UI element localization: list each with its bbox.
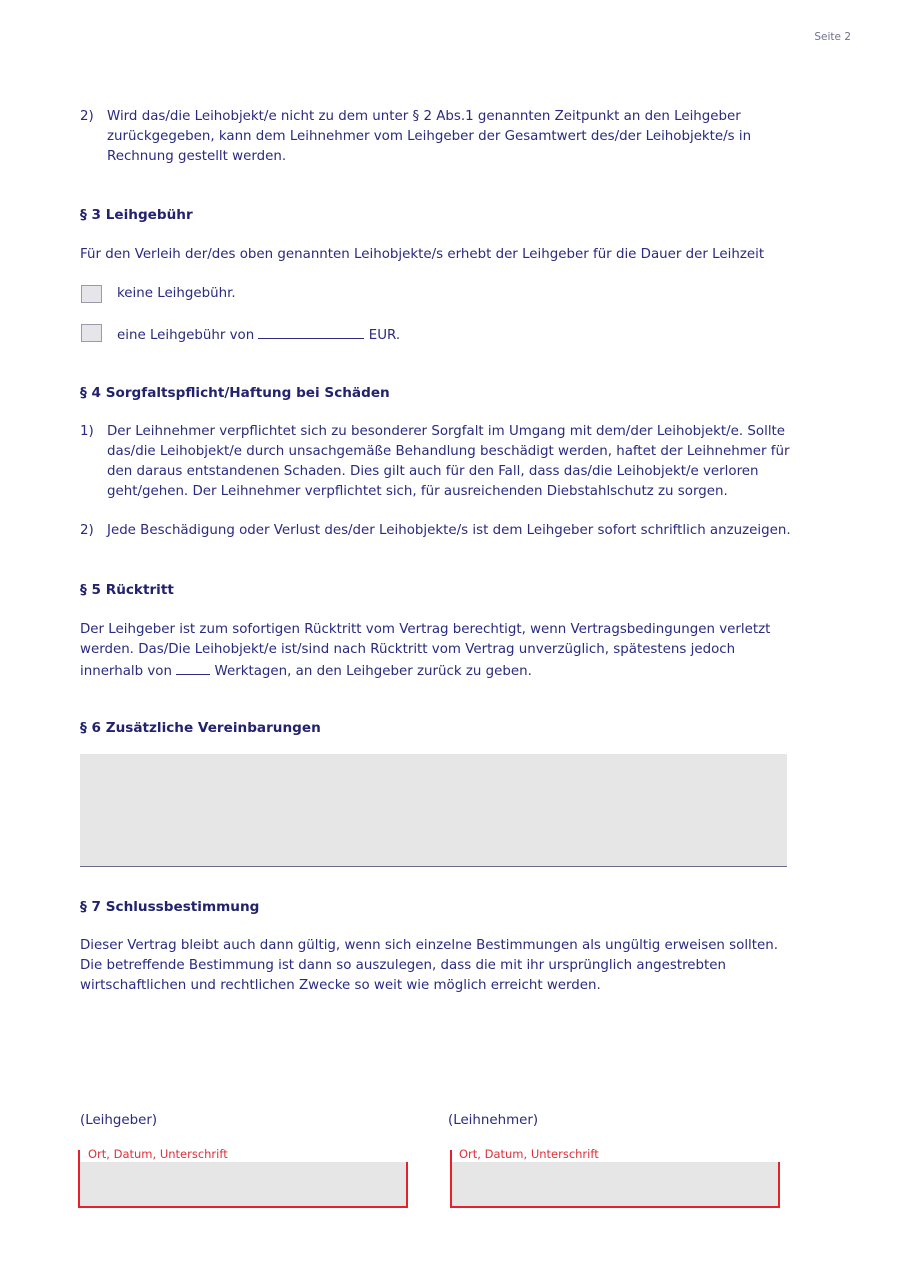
section6-heading: § 6 Zusätzliche Vereinbarungen [80, 720, 321, 736]
fee-label [117, 324, 400, 346]
section3-intro: Für den Verleih der/des oben genannten Leihobjekte/s erhebt der Leihgeber für die Dauer der Leihzeit [80, 247, 765, 262]
fee-checkbox[interactable] [81, 324, 102, 342]
page-number: Seite 2 [814, 31, 851, 43]
borrower-label: (Leihnehmer) [448, 1113, 539, 1128]
no-fee-checkbox[interactable] [81, 285, 102, 303]
additional-agreements-input[interactable] [80, 754, 787, 867]
item-text: Wird das/die Leihobjekt/e nicht zu dem unter § 2 Abs.1 genannten Zeitpunkt an den Leihgeber zurückgegeben, kann dem Leihnehmer vom Leihgeber der Gesamtwert des/der Leihobjekte/s in Rechnung gestellt werden. [107, 109, 752, 164]
section3-heading: § 3 Leihgebühr [80, 207, 193, 223]
section7-text: Dieser Vertrag bleibt auch dann gültig, wenn sich einzelne Bestimmungen als ungültig erweisen sollten. Die betreffende Bestimmung ist dann so auszulegen, dass die mit ihr ursprünglich angestrebten wirtschaftlichen und rechtlichen Zwecke so weit wie möglich erreicht werden. [80, 938, 779, 993]
fee-label-prefix: eine Leihgebühr von [117, 328, 255, 343]
item-number: 2) [80, 109, 94, 124]
item-text: Jede Beschädigung oder Verlust des/der Leihobjekte/s ist dem Leihgeber sofort schriftlich anzuzeigen. [107, 523, 791, 538]
section5-text-part2: Werktagen, an den Leihgeber zurück zu geben. [214, 664, 532, 679]
lender-signature-field[interactable] [78, 1162, 408, 1208]
item-text: Der Leihnehmer verpflichtet sich zu besonderer Sorgfalt im Umgang mit dem/der Leihobjekt/e. Sollte das/die Leihobjekt/e durch unsachgemäße Behandlung beschädigt werden, haftet der Leihnehmer für den daraus entstandenen Schaden. Dies gilt auch für den Fall, dass das/die Leihobjekt/e verloren geht/gehen. Der Leihnehmer verpflichtet sich, für ausreichenden Diebstahlschutz zu sorgen. [107, 424, 790, 499]
workdays-field[interactable] [176, 660, 210, 675]
section4-heading: § 4 Sorgfaltspflicht/Haftung bei Schäden [80, 385, 390, 401]
lender-signature-caption: Ort, Datum, Unterschrift [88, 1147, 228, 1161]
fee-label-suffix: EUR. [368, 328, 401, 343]
section5-heading: § 5 Rücktritt [80, 582, 174, 598]
item-number: 2) [80, 523, 94, 538]
section2-item2 [80, 107, 798, 167]
lender-label: (Leihgeber) [80, 1113, 158, 1128]
borrower-signature-caption: Ort, Datum, Unterschrift [459, 1147, 599, 1161]
section4-item2 [80, 521, 798, 541]
section5-text-part1: Der Leihgeber ist zum sofortigen Rücktritt vom Vertrag berechtigt, wenn Vertragsbedingungen verletzt werden. Das/Die Leihobjekt/e ist/sind nach Rücktritt vom Vertrag unverzüglich, spätestens jedoch innerhalb von [80, 622, 771, 679]
section5-text [80, 620, 798, 682]
item-number: 1) [80, 424, 94, 439]
section4-item1 [80, 422, 798, 502]
fee-amount-field[interactable] [258, 324, 364, 339]
no-fee-label: keine Leihgebühr. [117, 286, 236, 301]
section7-heading: § 7 Schlussbestimmung [80, 899, 260, 915]
borrower-signature-field[interactable] [450, 1162, 780, 1208]
